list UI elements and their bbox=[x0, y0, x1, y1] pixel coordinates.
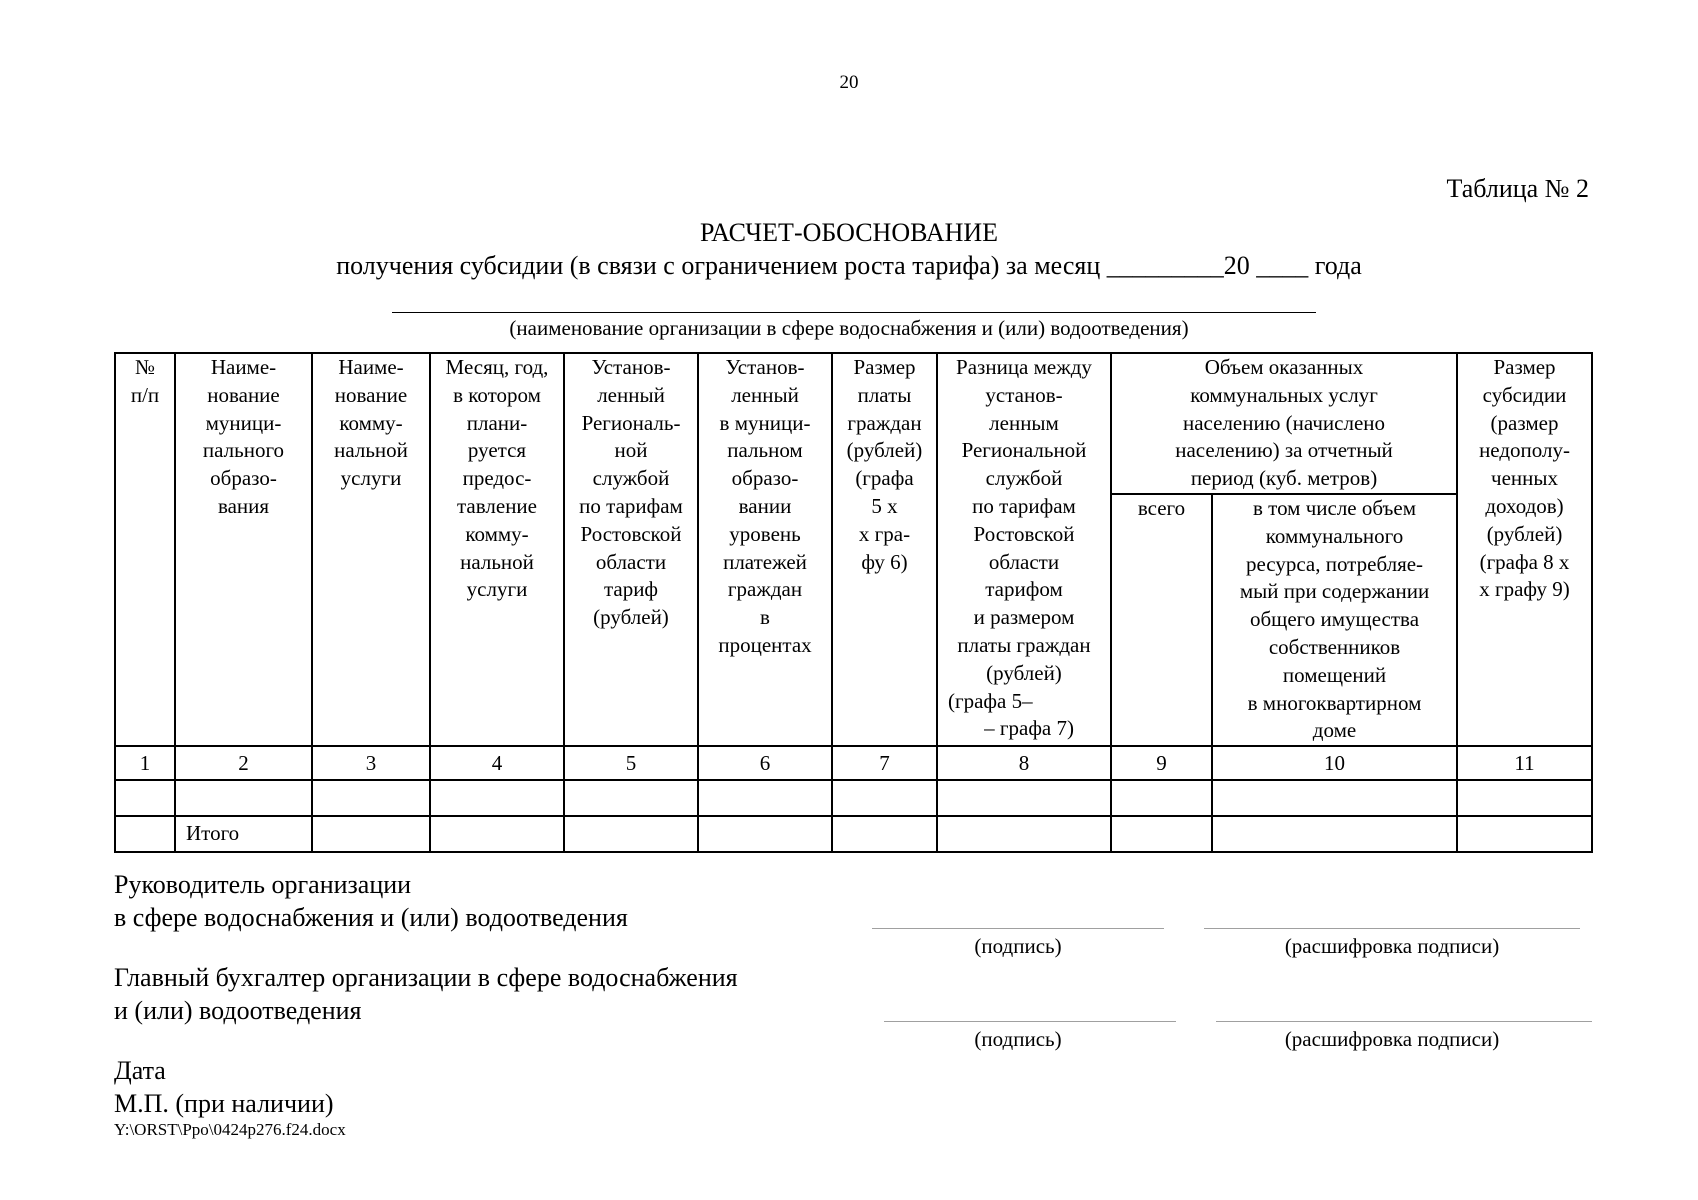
document-title: РАСЧЕТ-ОБОСНОВАНИЕ bbox=[699, 218, 999, 247]
organization-name-line bbox=[392, 312, 1316, 313]
table-cell[interactable] bbox=[115, 816, 175, 852]
header-volume-total: всего bbox=[1111, 494, 1212, 746]
table-cell[interactable] bbox=[430, 780, 564, 816]
header-subsidy: Размер субсидии (размер недополу- ченных доходов) (рублей) (графа 8 х х графу 9) bbox=[1457, 353, 1592, 746]
table-cell[interactable] bbox=[1457, 780, 1592, 816]
table-cell[interactable] bbox=[564, 816, 698, 852]
table-cell[interactable] bbox=[312, 816, 430, 852]
header-municipality: Наиме- нование муници- пального образо- вания bbox=[175, 353, 312, 746]
column-number: 5 bbox=[564, 746, 698, 780]
header-tariff: Установ- ленный Региональ- ной службой по тарифам Ростовской области тариф (рублей) bbox=[564, 353, 698, 746]
decoding-caption: (расшифровка подписи) bbox=[1284, 1027, 1500, 1051]
header-number: № п/п bbox=[115, 353, 175, 746]
column-number: 8 bbox=[937, 746, 1111, 780]
header-difference-formula-1: (графа 5– bbox=[948, 688, 1033, 713]
table-cell[interactable] bbox=[832, 816, 937, 852]
table-cell[interactable] bbox=[175, 780, 312, 816]
column-number: 7 bbox=[832, 746, 937, 780]
chief-accountant-label: Главный бухгалтер организации в сфере водоснабжения и (или) водоотведения bbox=[114, 963, 738, 1025]
head-of-organization-label: Руководитель организации в сфере водоснабжения и (или) водоотведения bbox=[114, 870, 628, 932]
header-row-1 bbox=[115, 353, 1592, 494]
date-label: Дата bbox=[114, 1056, 166, 1085]
stamp-label: М.П. (при наличии) bbox=[114, 1089, 334, 1118]
table-cell[interactable] bbox=[1457, 816, 1592, 852]
table-cell[interactable] bbox=[564, 780, 698, 816]
header-difference bbox=[937, 353, 1111, 746]
organization-caption: (наименование организации в сфере водоснабжения и (или) водоотведения) bbox=[509, 316, 1189, 340]
column-number: 6 bbox=[698, 746, 832, 780]
column-number: 11 bbox=[1457, 746, 1592, 780]
header-volume-common: в том числе объем коммунального ресурса, потребляе- мый при содержании общего имущества собственников помещений в многоквартирном доме bbox=[1212, 494, 1457, 746]
table-cell[interactable] bbox=[937, 816, 1111, 852]
signature-caption: (подпись) bbox=[974, 934, 1062, 958]
table-cell[interactable] bbox=[698, 780, 832, 816]
column-number: 2 bbox=[175, 746, 312, 780]
column-number: 9 bbox=[1111, 746, 1212, 780]
decoding-caption: (расшифровка подписи) bbox=[1284, 934, 1500, 958]
header-volume-group: Объем оказанных коммунальных услуг населению (начислено населению) за отчетный период (куб. метров) bbox=[1111, 353, 1457, 494]
header-difference-text: Разница между установ- ленным Региональной службой по тарифам Ростовской области тарифом и размером платы граждан (рублей) bbox=[956, 355, 1092, 685]
table-cell[interactable] bbox=[937, 780, 1111, 816]
accountant-signature-line[interactable] bbox=[884, 1021, 1176, 1022]
table-cell[interactable] bbox=[698, 816, 832, 852]
column-number: 10 bbox=[1212, 746, 1457, 780]
header-service: Наиме- нование комму- нальной услуги bbox=[312, 353, 430, 746]
table-cell[interactable] bbox=[115, 780, 175, 816]
total-label: Итого bbox=[175, 816, 312, 852]
file-path: Y:\ORST\Ppo\0424p276.f24.docx bbox=[114, 1120, 346, 1139]
table-cell[interactable] bbox=[832, 780, 937, 816]
header-difference-formula-2: – графа 7) bbox=[984, 716, 1074, 741]
head-signature-line[interactable] bbox=[872, 928, 1164, 929]
total-row bbox=[115, 816, 1592, 852]
table-cell[interactable] bbox=[1212, 816, 1457, 852]
signature-caption: (подпись) bbox=[974, 1027, 1062, 1051]
header-payment-level: Установ- ленный в муници- пальном образо- вании уровень платежей граждан в процентах bbox=[698, 353, 832, 746]
accountant-decoding-line[interactable] bbox=[1216, 1021, 1592, 1022]
page-number: 20 bbox=[839, 72, 859, 93]
table-cell[interactable] bbox=[1111, 816, 1212, 852]
column-number: 1 bbox=[115, 746, 175, 780]
column-number: 3 bbox=[312, 746, 430, 780]
column-number-row bbox=[115, 746, 1592, 780]
table-cell[interactable] bbox=[312, 780, 430, 816]
table-label: Таблица № 2 bbox=[1446, 174, 1589, 203]
table-row bbox=[115, 780, 1592, 816]
calculation-table bbox=[114, 352, 1593, 853]
table-cell[interactable] bbox=[1212, 780, 1457, 816]
table-cell[interactable] bbox=[430, 816, 564, 852]
header-payment-amount: Размер платы граждан (рублей) (графа 5 х х гра- фу 6) bbox=[832, 353, 937, 746]
column-number: 4 bbox=[430, 746, 564, 780]
head-decoding-line[interactable] bbox=[1204, 928, 1580, 929]
table-cell[interactable] bbox=[1111, 780, 1212, 816]
header-month-year: Месяц, год, в котором плани- руется предос- тавление комму- нальной услуги bbox=[430, 353, 564, 746]
document-subtitle: получения субсидии (в связи с ограничением роста тарифа) за месяц _________20 ____ года bbox=[336, 251, 1362, 280]
